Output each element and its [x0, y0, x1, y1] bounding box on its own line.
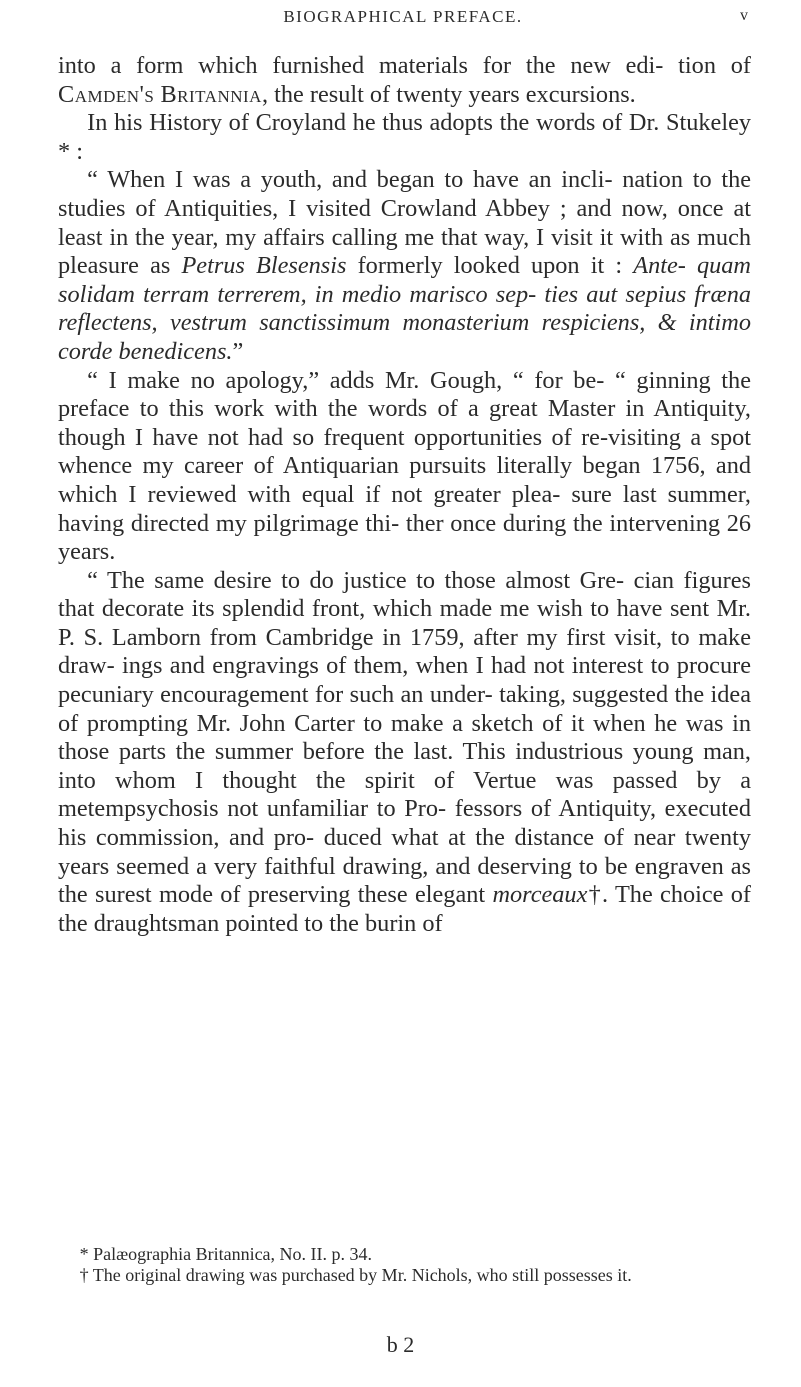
paragraph-1 [58, 52, 751, 109]
paragraph-3-text-2: formerly looked upon it : [346, 252, 634, 280]
footnotes [58, 1244, 751, 1286]
paragraph-5-text-2: †. The choice of the draughtsman pointed to the burin of [58, 881, 752, 937]
running-head [58, 4, 748, 30]
page-number: v [740, 7, 748, 24]
paragraph-1-text-3: , the result of twenty years excursions. [261, 80, 636, 108]
running-title: BIOGRAPHICAL PREFACE. [283, 7, 523, 26]
paragraph-4-text: “ I make no apology,” adds Mr. Gough, “ for be- “ ginning the preface to this work with the words of a great Master in Antiquity, though I have not had so frequent opportunities of re-visiting a spot whence my career of Antiquarian pursuits literally began 1756, and which I reviewed with equal if not greater plea- sure last summer, having directed my pilgrimage thi- ther once during the intervening 26 years. [58, 366, 751, 566]
morceaux-word: morceaux [492, 881, 588, 909]
paragraph-5-text-1: “ The same desire to do justice to those almost Gre- cian figures that decorate its splendid front, which made me wish to have sent Mr. P. S. Lamborn from Cambridge in 1759, after my first visit, to make draw- ings and engravings of them, when I had not interest to procure pecuniary encouragement for such an under- taking, suggested the idea of prompting Mr. John Carter to make a sketch of it when he was in those parts the summer before the last. This industrious young man, into whom I thought the spirit of Vertue was passed by a metempsychosis not unfamiliar to Pro- fessors of Antiquity, executed his commission, and pro- duced what at the distance of near twenty years seemed a very faithful drawing, and deserving to be engraven as the surest mode of preserving these elegant [58, 566, 751, 909]
camden-name: Camden's [58, 80, 155, 108]
paragraph-2 [58, 109, 751, 166]
body-text [58, 52, 751, 938]
paragraph-1-text-1: into a form which furnished materials for the new edi- tion of [58, 52, 751, 79]
paragraph-3-text-1: “ When I was a youth, and began to have an incli- nation to the studies of Antiquities, I visited Crowland Abbey ; and now, once at least in the year, my affairs calling me that way, I visit it with as much pleasure as [58, 166, 751, 280]
petrus-blesensis: Petrus Blesensis [181, 252, 347, 280]
paragraph-4 [58, 367, 751, 567]
britannia-title: Britannia [160, 80, 262, 108]
paragraph-2-text: In his History of Croyland he thus adopts the words of Dr. Stukeley * : [58, 109, 751, 165]
paragraph-5 [58, 567, 751, 939]
latin-quotation: Ante- quam solidam terram terrerem, in medio marisco sep- ties aut sepius fræna reflectens, vestrum sanctissimum monasterium respiciens, & intimo corde benedicens. [58, 252, 751, 365]
signature-mark: b 2 [386, 1332, 415, 1357]
footnote-1: * Palæographia Britannica, No. II. p. 34. [79, 1244, 373, 1264]
paragraph-3-quotation [58, 166, 751, 366]
footnote-2: † The original drawing was purchased by Mr. Nichols, who still possesses it. [79, 1265, 632, 1285]
paragraph-3-text-3: ” [232, 337, 244, 365]
